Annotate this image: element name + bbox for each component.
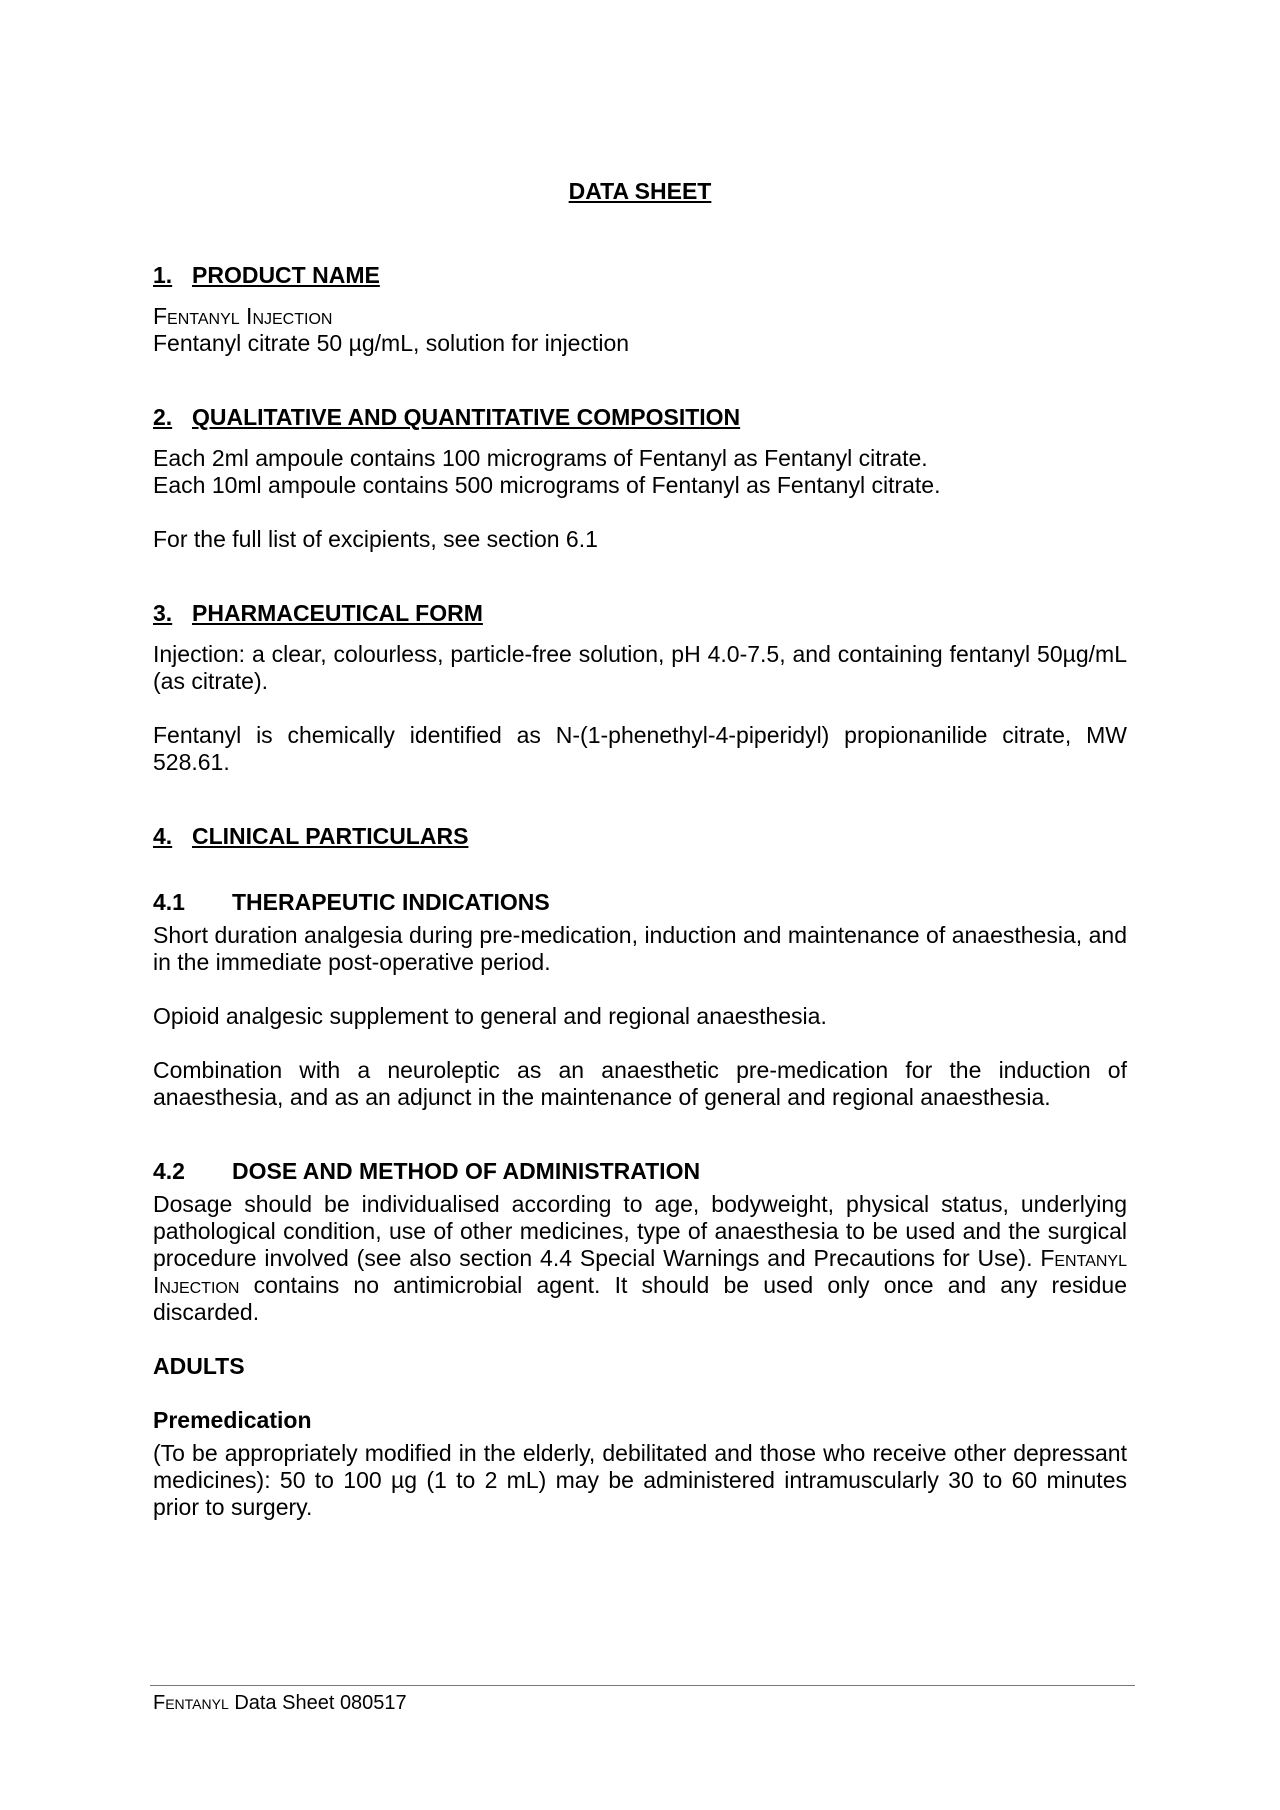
paragraph: [153, 1191, 1127, 1326]
subsection-number: 4.2: [153, 1158, 185, 1184]
paragraph: Opioid analgesic supplement to general and regional anaesthesia.: [153, 1003, 827, 1029]
section-number: 4.: [153, 823, 173, 849]
section-number: 2.: [153, 404, 173, 430]
footer-text: Data Sheet 080517: [234, 1692, 407, 1714]
section-title: PHARMACEUTICAL FORM: [192, 600, 483, 626]
section-title: QUALITATIVE AND QUANTITATIVE COMPOSITION: [192, 404, 741, 430]
paragraph: Fentanyl is chemically identified as N-(1-phenethyl-4-piperidyl) propionanilide citrate, MW 528.61.: [153, 722, 1127, 775]
product-name: Fentanyl Injection: [153, 303, 333, 329]
section-4-heading: [153, 823, 1127, 850]
section-3-heading: [153, 600, 1127, 627]
footer-product: Fentanyl: [153, 1692, 229, 1714]
section-1-heading: [153, 262, 1127, 289]
section-2-heading: [153, 404, 1127, 431]
product-description: Fentanyl citrate 50 µg/mL, solution for injection: [153, 330, 630, 356]
section-number: 1.: [153, 262, 173, 288]
paragraph: (To be appropriately modified in the elderly, debilitated and those who receive other depressant medicines): 50 to 100 µg (1 to 2 mL) may be administered intramuscularly 30 to 60 minutes prior to surgery.: [153, 1440, 1127, 1520]
document-body: [153, 262, 1127, 1521]
paragraph: Combination with a neuroleptic as an anaesthetic pre-medication for the induction of anaesthesia, and as an adjunct in the maintenance of general and regional anaesthesia.: [153, 1057, 1127, 1110]
subsection-4-1-heading: [153, 889, 1127, 916]
section-title: PRODUCT NAME: [192, 262, 380, 288]
subsection-4-2-heading: [153, 1158, 1127, 1185]
adults-heading: ADULTS: [153, 1353, 245, 1379]
paragraph: Short duration analgesia during pre-medication, induction and maintenance of anaesthesia, and in the immediate post-operative period.: [153, 922, 1127, 975]
section-title: CLINICAL PARTICULARS: [192, 823, 469, 849]
composition-line: Each 2ml ampoule contains 100 micrograms of Fentanyl as Fentanyl citrate.: [153, 445, 928, 471]
page-footer: [153, 1692, 407, 1715]
composition-line: Each 10ml ampoule contains 500 micrograms of Fentanyl as Fentanyl citrate.: [153, 472, 941, 498]
dosage-text-cont: contains no antimicrobial agent. It should be used only once and any residue discarded.: [153, 1272, 1127, 1325]
dosage-text: Dosage should be individualised according to age, bodyweight, physical status, underlying pathological condition, use of other medicines, type of anaesthesia to be used and the surgical procedure involved (see also section 4.4 Special Warnings and Precautions for Use).: [153, 1191, 1127, 1271]
product-name-inline: Fentanyl Injection: [153, 1245, 1127, 1298]
subsection-number: 4.1: [153, 889, 185, 915]
subsection-title: DOSE AND METHOD OF ADMINISTRATION: [232, 1158, 701, 1184]
subsection-title: THERAPEUTIC INDICATIONS: [232, 889, 550, 915]
footer-divider: [150, 1685, 1135, 1686]
paragraph: Injection: a clear, colourless, particle-free solution, pH 4.0-7.5, and containing fentanyl 50µg/mL (as citrate).: [153, 641, 1127, 694]
premedication-heading: Premedication: [153, 1407, 312, 1433]
document-title: DATA SHEET: [568, 178, 712, 204]
section-number: 3.: [153, 600, 173, 626]
excipients-note: For the full list of excipients, see section 6.1: [153, 526, 598, 552]
